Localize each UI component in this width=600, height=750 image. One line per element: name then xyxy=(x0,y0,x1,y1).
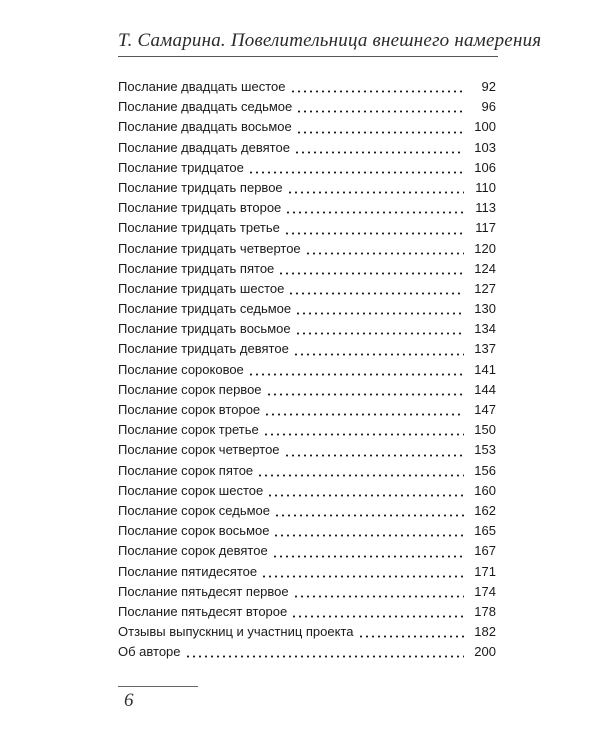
toc-entry-page: 110 xyxy=(475,179,496,195)
dot-leader xyxy=(287,180,464,194)
dot-leader xyxy=(257,463,464,477)
toc-entry-title: Послание сорок пятое xyxy=(118,462,254,478)
toc-entry-page: 182 xyxy=(474,624,496,640)
toc-entry-title: Послание тридцать шестое xyxy=(118,280,285,296)
toc-entry xyxy=(118,117,496,137)
dot-leader xyxy=(274,503,464,517)
toc-entry-page: 120 xyxy=(474,240,496,256)
toc-entry-page: 127 xyxy=(474,280,496,296)
toc-entry-title: Послание сорок седьмое xyxy=(118,502,271,518)
toc-entry-page: 147 xyxy=(474,402,496,417)
dot-leader xyxy=(295,321,464,335)
toc-entry-page: 150 xyxy=(474,422,496,438)
toc-entry xyxy=(118,420,496,440)
toc-entry xyxy=(118,541,496,561)
dot-leader xyxy=(272,544,464,558)
toc-entry-page: 171 xyxy=(474,563,496,579)
toc-entry xyxy=(118,521,496,541)
toc-entry-page: 162 xyxy=(474,502,496,518)
table-of-contents xyxy=(118,77,496,662)
toc-entry xyxy=(118,178,496,198)
dot-leader xyxy=(290,79,465,93)
toc-entry-title: Послание сорок четвертое xyxy=(118,442,280,458)
dot-leader xyxy=(261,564,464,578)
running-header: Т. Самарина. Повелительница внешнего намерения xyxy=(118,30,542,51)
toc-entry xyxy=(118,461,496,481)
dot-leader xyxy=(264,402,464,416)
dot-leader xyxy=(294,140,464,154)
toc-entry-page: 167 xyxy=(474,543,496,559)
toc-entry-page: 106 xyxy=(474,159,496,175)
toc-entry-title: Послание сорок шестое xyxy=(118,482,264,498)
toc-entry-page: 141 xyxy=(474,361,496,377)
toc-entry-title: Послание сороковое xyxy=(118,361,244,377)
toc-entry-page: 200 xyxy=(474,644,496,660)
toc-entry-page: 160 xyxy=(474,482,496,498)
toc-entry-page: 137 xyxy=(474,341,496,357)
toc-entry-title: Послание сорок третье xyxy=(118,422,259,438)
toc-entry xyxy=(118,380,496,400)
toc-entry-title: Об авторе xyxy=(118,644,181,660)
toc-entry xyxy=(118,602,496,622)
toc-entry xyxy=(118,501,496,521)
toc-entry xyxy=(118,400,496,420)
toc-entry-title: Отзывы выпускниц и участниц проекта xyxy=(118,624,354,640)
page-number: 6 xyxy=(124,690,134,711)
toc-entry-title: Послание тридцатое xyxy=(118,159,244,175)
dot-leader xyxy=(295,301,464,315)
toc-entry-page: 100 xyxy=(474,119,496,135)
toc-entry-page: 117 xyxy=(475,220,496,236)
toc-entry-title: Послание двадцать шестое xyxy=(118,79,286,94)
toc-entry-title: Послание пятидесятое xyxy=(118,563,258,579)
toc-entry-title: Послание сорок девятое xyxy=(118,543,268,559)
toc-entry xyxy=(118,158,496,178)
footer-rule xyxy=(118,686,198,687)
toc-entry-title: Послание тридцать второе xyxy=(118,200,282,216)
dot-leader xyxy=(266,382,464,396)
toc-entry-title: Послание пятьдесят второе xyxy=(118,603,288,619)
toc-entry xyxy=(118,481,496,501)
toc-entry-title: Послание тридцать пятое xyxy=(118,260,275,276)
toc-entry-title: Послание двадцать восьмое xyxy=(118,119,292,135)
toc-entry xyxy=(118,360,496,380)
dot-leader xyxy=(284,443,464,457)
toc-entry-page: 96 xyxy=(481,99,496,115)
toc-entry-title: Послание двадцать девятое xyxy=(118,139,290,155)
toc-entry xyxy=(118,97,496,117)
dot-leader xyxy=(248,160,464,174)
toc-entry xyxy=(118,218,496,238)
toc-entry xyxy=(118,259,496,279)
toc-entry-page: 178 xyxy=(474,603,496,619)
toc-entry-title: Послание тридцать девятое xyxy=(118,341,289,357)
toc-entry xyxy=(118,299,496,319)
toc-entry xyxy=(118,440,496,460)
dot-leader xyxy=(358,624,465,638)
dot-leader xyxy=(288,281,464,295)
toc-entry-page: 130 xyxy=(474,301,496,317)
toc-entry-title: Послание тридцать четвертое xyxy=(118,240,301,256)
toc-entry xyxy=(118,562,496,582)
dot-leader xyxy=(291,604,464,618)
toc-entry-page: 113 xyxy=(475,200,496,216)
dot-leader xyxy=(267,483,464,497)
toc-entry-title: Послание тридцать восьмое xyxy=(118,321,291,337)
toc-entry-title: Послание двадцать седьмое xyxy=(118,99,293,115)
dot-leader xyxy=(278,261,464,275)
toc-entry-title: Послание пятьдесят первое xyxy=(118,583,289,599)
toc-entry xyxy=(118,642,496,662)
toc-entry xyxy=(118,582,496,602)
dot-leader xyxy=(293,342,464,356)
toc-entry xyxy=(118,319,496,339)
dot-leader xyxy=(285,200,464,214)
toc-entry-page: 103 xyxy=(474,139,496,155)
dot-leader xyxy=(296,120,464,134)
toc-entry-page: 124 xyxy=(474,260,496,276)
toc-entry-title: Послание тридцать третье xyxy=(118,220,280,236)
header-rule xyxy=(118,56,498,57)
dot-leader xyxy=(273,523,464,537)
toc-entry xyxy=(118,198,496,218)
dot-leader xyxy=(284,221,464,235)
toc-entry-page: 134 xyxy=(474,321,496,337)
dot-leader xyxy=(296,99,464,113)
toc-entry-title: Послание сорок второе xyxy=(118,402,261,417)
toc-entry xyxy=(118,138,496,158)
toc-entry-title: Послание тридцать седьмое xyxy=(118,301,292,317)
dot-leader xyxy=(305,241,464,255)
dot-leader xyxy=(263,422,464,436)
toc-entry xyxy=(118,239,496,259)
toc-entry-page: 144 xyxy=(474,381,496,397)
toc-entry-page: 174 xyxy=(474,583,496,599)
toc-entry xyxy=(118,77,496,97)
dot-leader xyxy=(185,644,464,658)
toc-entry xyxy=(118,622,496,642)
dot-leader xyxy=(248,362,464,376)
toc-entry xyxy=(118,339,496,359)
toc-entry-page: 92 xyxy=(481,79,496,94)
toc-entry-title: Послание сорок первое xyxy=(118,381,262,397)
toc-entry xyxy=(118,279,496,299)
toc-entry-title: Послание тридцать первое xyxy=(118,179,283,195)
dot-leader xyxy=(293,584,464,598)
toc-entry-page: 165 xyxy=(474,523,496,539)
toc-entry-title: Послание сорок восьмое xyxy=(118,523,270,539)
toc-entry-page: 156 xyxy=(474,462,496,478)
toc-entry-page: 153 xyxy=(474,442,496,458)
